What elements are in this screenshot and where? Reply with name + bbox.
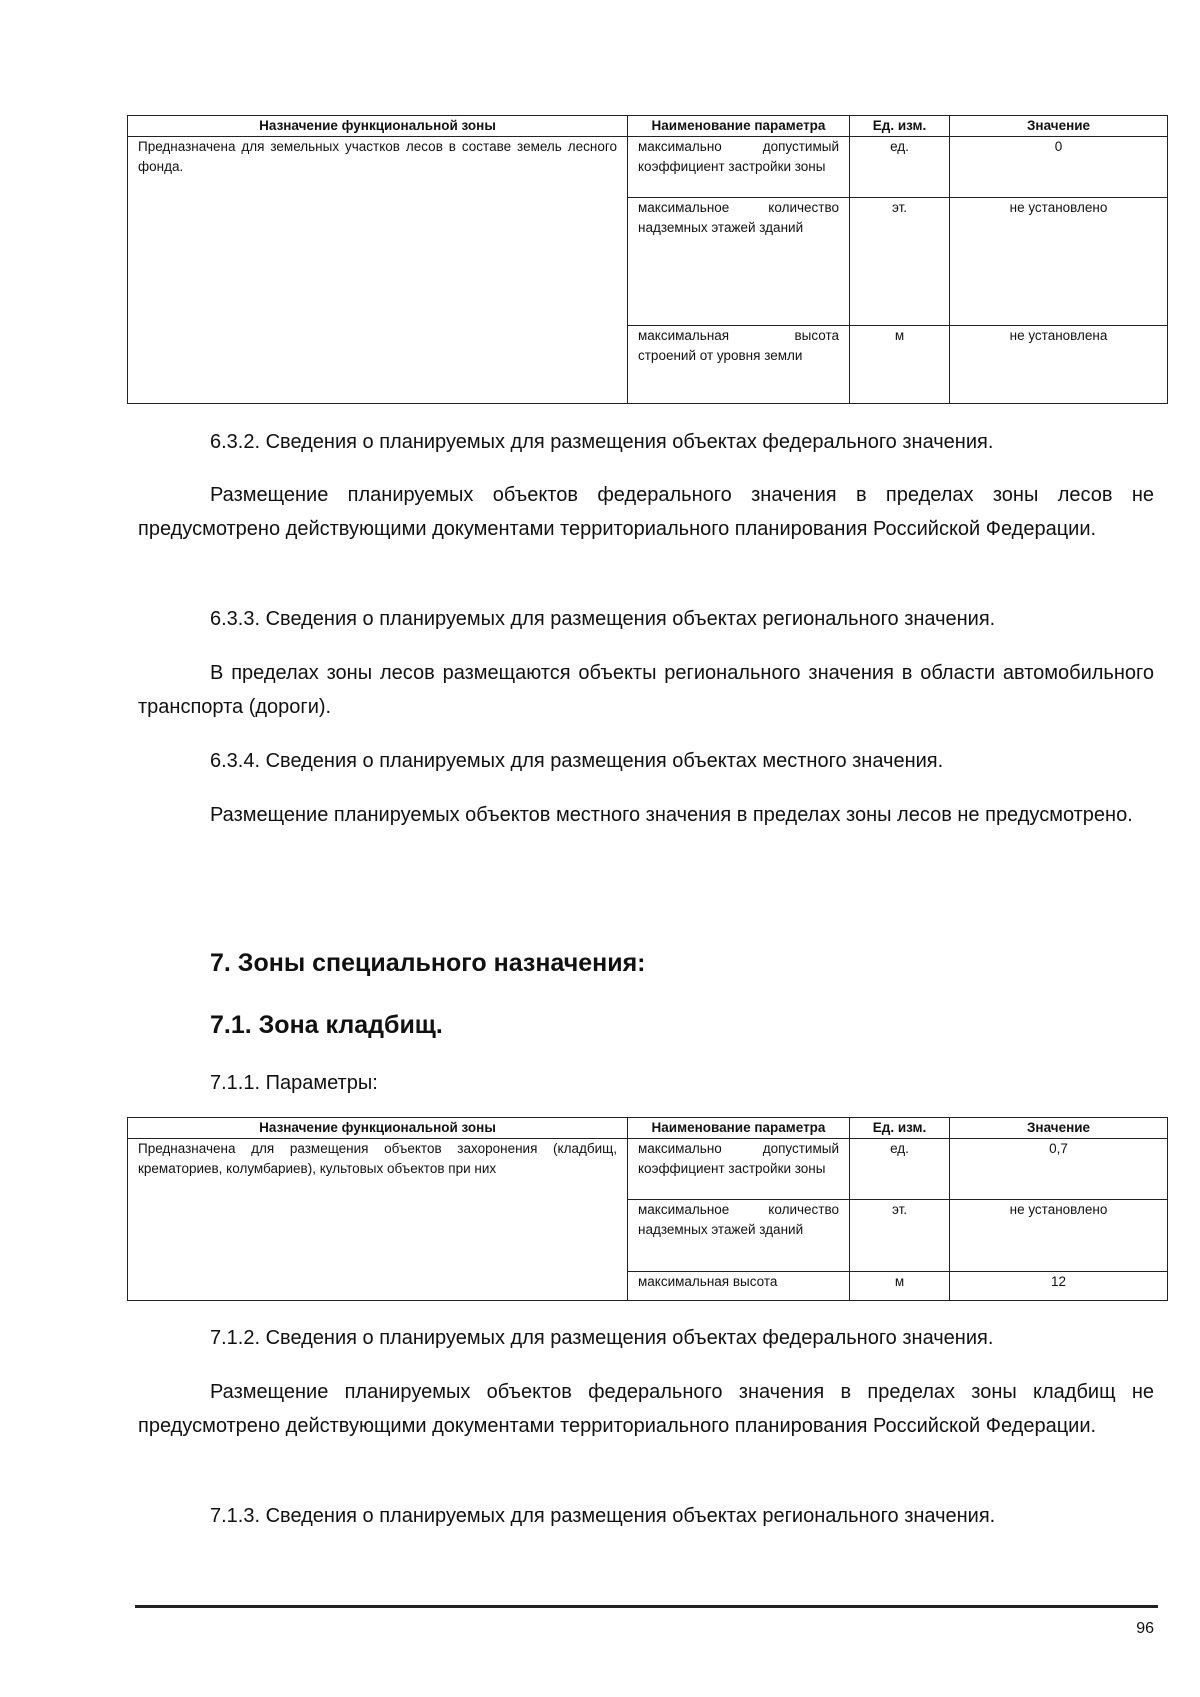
section-7-1-3-title: 7.1.3. Сведения о планируемых для размещения объектах регионального значения. [210, 1505, 996, 1527]
value-cell: 12 [950, 1272, 1168, 1301]
table-row [128, 1139, 1168, 1200]
value-cell: не установлено [950, 198, 1168, 326]
unit-cell: ед. [850, 137, 950, 198]
header-value: Значение [950, 1118, 1168, 1139]
section-7-1-2-text: Размещение планируемых объектов федерального значения в пределах зоны кладбищ не предусмотрено действующими документами территориального планирования Российской Федерации. [138, 1381, 1154, 1437]
section-7-heading: 7. Зоны специального назначения: [210, 949, 646, 977]
unit-cell: ед. [850, 1139, 950, 1200]
zone-parameters-table-forest [127, 115, 1168, 404]
section-6-3-4-text: Размещение планируемых объектов местного значения в пределах зоны лесов не предусмотрено. [210, 804, 1133, 826]
header-unit: Ед. изм. [850, 1118, 950, 1139]
header-purpose: Назначение функциональной зоны [128, 1118, 628, 1139]
parameter-cell: максимальная высота [628, 1272, 850, 1301]
parameter-cell: максимальное количество надземных этажей зданий [628, 198, 850, 326]
header-parameter: Наименование параметра [628, 116, 850, 137]
section-6-3-3-text: В пределах зоны лесов размещаются объекты регионального значения в области автомобильного транспорта (дороги). [138, 662, 1154, 718]
table-header-row [128, 1118, 1168, 1139]
value-cell: 0,7 [950, 1139, 1168, 1200]
zone-purpose-cell: Предназначена для размещения объектов захоронения (кладбищ, крематориев, колумбариев), культовых объектов при них [128, 1139, 628, 1301]
section-6-3-3-title: 6.3.3. Сведения о планируемых для размещения объектах регионального значения. [210, 608, 996, 630]
unit-cell: м [850, 326, 950, 404]
section-7-1-heading: 7.1. Зона кладбищ. [210, 1011, 443, 1039]
header-unit: Ед. изм. [850, 116, 950, 137]
table-header-row [128, 116, 1168, 137]
parameter-cell: максимальная высота строений от уровня земли [628, 326, 850, 404]
value-cell: не установлено [950, 1200, 1168, 1272]
table-row [128, 137, 1168, 198]
zone-purpose-cell: Предназначена для земельных участков лесов в составе земель лесного фонда. [128, 137, 628, 404]
parameter-cell: максимально допустимый коэффициент застройки зоны [628, 137, 850, 198]
page-number: 96 [1136, 1620, 1154, 1637]
header-value: Значение [950, 116, 1168, 137]
parameter-cell: максимально допустимый коэффициент застройки зоны [628, 1139, 850, 1200]
unit-cell: м [850, 1272, 950, 1301]
zone-parameters-table-cemetery [127, 1117, 1168, 1301]
section-7-1-2-title: 7.1.2. Сведения о планируемых для размещения объектах федерального значения. [210, 1327, 994, 1349]
unit-cell: эт. [850, 198, 950, 326]
header-purpose: Назначение функциональной зоны [128, 116, 628, 137]
value-cell: не установлена [950, 326, 1168, 404]
section-6-3-4-title: 6.3.4. Сведения о планируемых для размещения объектах местного значения. [210, 750, 944, 772]
header-parameter: Наименование параметра [628, 1118, 850, 1139]
section-6-3-2-title: 6.3.2. Сведения о планируемых для размещения объектах федерального значения. [210, 431, 994, 453]
value-cell: 0 [950, 137, 1168, 198]
unit-cell: эт. [850, 1200, 950, 1272]
footer-divider [135, 1605, 1158, 1608]
section-6-3-2-text: Размещение планируемых объектов федерального значения в пределах зоны лесов не предусмотрено действующими документами территориального планирования Российской Федерации. [138, 484, 1154, 540]
parameter-cell: максимальное количество надземных этажей зданий [628, 1200, 850, 1272]
section-7-1-1-title: 7.1.1. Параметры: [210, 1072, 378, 1094]
